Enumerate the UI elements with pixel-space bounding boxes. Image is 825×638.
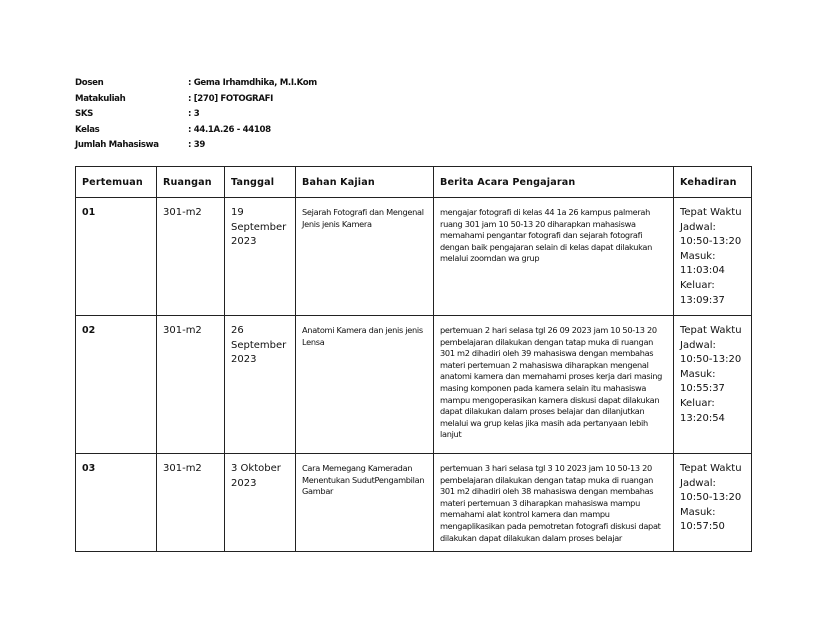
cell-bahan-kajian: Sejarah Fotografi dan Mengenal Jenis jenis Kamera — [296, 198, 434, 316]
attendance-in-value: 10:55:37 — [680, 383, 725, 395]
attendance-schedule-value: 10:50-13:20 — [680, 236, 742, 248]
info-row-kelas — [75, 123, 317, 139]
info-value: : 3 — [188, 109, 200, 119]
attendance-in-value: 11:03:04 — [680, 265, 725, 277]
attendance-status: Tepat Waktu — [680, 207, 742, 218]
cell-ruangan: 301-m2 — [157, 198, 225, 316]
table-row — [76, 316, 752, 454]
info-value: : 44.1A.26 - 44108 — [188, 124, 271, 135]
course-info — [75, 76, 317, 154]
attendance-schedule-label: Jadwal: — [680, 339, 716, 351]
table-header-row — [76, 167, 752, 198]
attendance-schedule-label: Jadwal: — [680, 221, 716, 233]
cell-kehadiran — [674, 316, 752, 454]
info-label: Jumlah Mahasiswa — [75, 140, 159, 150]
cell-berita-acara: pertemuan 3 hari selasa tgl 3 10 2023 jam 10 50-13 20 pembelajaran dilakukan dengan tatap muka di ruangan 301 m2 dihadiri oleh 38 mahasiswa dengan membahas materi pertemuan 3 diharapkan mahasiswa mampu memahami alat kontrol kamera dan mampu mengaplikasikan pada pemotretan fotografi diskusi dapat dilakukan dapat dilakukan dalam proses belajar — [434, 454, 674, 552]
attendance-schedule-label: Jadwal: — [680, 477, 716, 489]
header-kehadiran: Kehadiran — [674, 167, 752, 198]
info-row-sks — [75, 107, 317, 123]
header-berita-acara: Berita Acara Pengajaran — [434, 167, 674, 198]
info-value: : [270] FOTOGRAFI — [188, 93, 273, 104]
header-ruangan: Ruangan — [157, 167, 225, 198]
cell-kehadiran — [674, 198, 752, 316]
info-label: Dosen — [75, 78, 104, 88]
attendance-in-value: 10:57:50 — [680, 521, 725, 533]
cell-berita-acara: pertemuan 2 hari selasa tgl 26 09 2023 jam 10 50-13 20 pembelajaran dilakukan dengan tatap muka di ruangan 301 m2 dihadiri oleh 39 mahasiswa dengan membahas materi pertemuan 2 mahasiswa diharapkan mengenal anatomi kamera dan memahami proses kerja dari masing masing komponen pada kamera selain itu mahasiswa mampu mengoperasikan kamera diskusi dapat dilakukan dapat dilakukan dalam proses belajar dan dilanjutkan melalui wa grup kelas jika masih ada pertanyaan lebih lanjut — [434, 316, 674, 454]
cell-kehadiran — [674, 454, 752, 552]
attendance-in-label: Masuk: — [680, 506, 716, 518]
attendance-schedule-value: 10:50-13:20 — [680, 354, 742, 366]
attendance-schedule-value: 10:50-13:20 — [680, 492, 742, 504]
cell-pertemuan: 01 — [76, 198, 157, 316]
attendance-out-label: Keluar: — [680, 279, 715, 291]
attendance-status: Tepat Waktu — [680, 325, 742, 336]
header-bahan-kajian: Bahan Kajian — [296, 167, 434, 198]
info-label: Matakuliah — [75, 93, 126, 104]
cell-tanggal: 3 Oktober 2023 — [225, 454, 296, 552]
info-row-matakuliah — [75, 92, 317, 108]
teaching-report-table — [75, 166, 752, 552]
cell-tanggal: 19 September 2023 — [225, 198, 296, 316]
info-label: SKS — [75, 109, 93, 119]
attendance-out-value: 13:09:37 — [680, 294, 725, 306]
table-row — [76, 454, 752, 552]
cell-ruangan: 301-m2 — [157, 454, 225, 552]
info-row-jumlah-mahasiswa — [75, 138, 317, 154]
cell-bahan-kajian: Anatomi Kamera dan jenis jenis Lensa — [296, 316, 434, 454]
info-row-dosen — [75, 76, 317, 92]
attendance-in-label: Masuk: — [680, 250, 716, 262]
attendance-out-label: Keluar: — [680, 397, 715, 409]
cell-bahan-kajian: Cara Memegang Kameradan Menentukan SudutPengambilan Gambar — [296, 454, 434, 552]
cell-tanggal: 26 September 2023 — [225, 316, 296, 454]
info-label: Kelas — [75, 124, 100, 135]
info-value: : 39 — [188, 140, 205, 150]
header-tanggal: Tanggal — [225, 167, 296, 198]
info-value: : Gema Irhamdhika, M.I.Kom — [188, 78, 317, 88]
header-pertemuan: Pertemuan — [76, 167, 157, 198]
attendance-in-label: Masuk: — [680, 368, 716, 380]
cell-ruangan: 301-m2 — [157, 316, 225, 454]
cell-pertemuan: 02 — [76, 316, 157, 454]
attendance-out-value: 13:20:54 — [680, 412, 725, 424]
attendance-status: Tepat Waktu — [680, 463, 742, 474]
cell-berita-acara: mengajar fotografi di kelas 44 1a 26 kampus palmerah ruang 301 jam 10 50-13 20 diharapkan mahasiswa memahami pengantar fotografi dan sejarah fotografi dengan baik pengajaran selain di kelas dapat dilakukan melalui zoomdan wa grup — [434, 198, 674, 316]
cell-pertemuan: 03 — [76, 454, 157, 552]
table-row — [76, 198, 752, 316]
